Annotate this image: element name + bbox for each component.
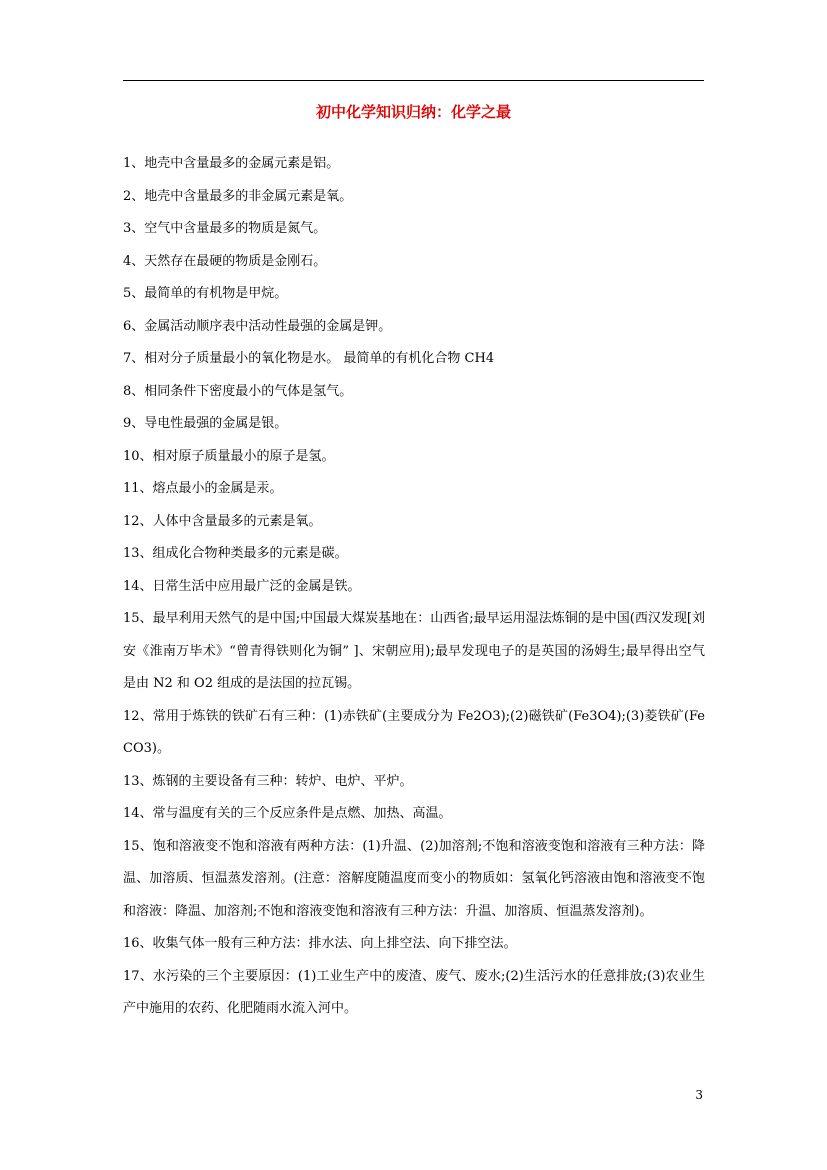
list-item: 3、空气中含量最多的物质是氮气。: [123, 221, 327, 236]
list-item: 13、组成化合物种类最多的元素是碳。: [123, 546, 348, 561]
list-item: 10、相对原子质量最小的原子是氢。: [123, 448, 335, 464]
list-item: 14、日常生活中应用最广泛的金属是铁。: [123, 578, 361, 594]
list-item: 15、最早利用天然气的是中国;中国最大煤炭基地在：山西省;最早运用湿法炼铜的是中国(西汉发现[刘安《淮南万毕术》“曾青得铁则化为铜” ]、宋朝应用);最早发现电子的是英国的汤姆生;最早得出空气是由 N2 和 O2 组成的是法国的拉瓦锡。: [123, 611, 705, 691]
list-item: 13、炼钢的主要设备有三种：转炉、电炉、平炉。: [123, 773, 413, 789]
list-item: 2、地壳中含量最多的非金属元素是氧。: [123, 188, 353, 204]
list-item: 1、地壳中含量最多的金属元素是铝。: [123, 156, 340, 171]
page-number: 3: [695, 1088, 703, 1102]
list-item: 7、相对分子质量最小的氧化物是水。 最简单的有机化合物 CH4: [123, 351, 495, 366]
list-item: 4、天然存在最硬的物质是金刚石。: [123, 253, 327, 269]
list-item: 12、人体中含量最多的元素是氧。: [123, 513, 322, 529]
list-item: 6、金属活动顺序表中活动性最强的金属是钾。: [123, 318, 392, 334]
list-item: 14、常与温度有关的三个反应条件是点燃、加热、高温。: [123, 806, 452, 821]
list-item: 16、收集气体一般有三种方法：排水法、向上排空法、向下排空法。: [123, 936, 517, 951]
list-item: 11、熔点最小的金属是汞。: [123, 481, 283, 496]
list-item: 9、导电性最强的金属是银。: [123, 416, 288, 431]
document-body: [123, 148, 705, 1026]
page-title: 初中化学知识归纳：化学之最: [315, 103, 511, 121]
list-item: 12、常用于炼铁的铁矿石有三种：(1)赤铁矿(主要成分为 Fe2O3);(2)磁铁矿(Fe3O4);(3)菱铁矿(FeCO3)。: [123, 708, 705, 756]
list-item: 8、相同条件下密度最小的气体是氢气。: [123, 383, 353, 399]
list-item: 5、最简单的有机物是甲烷。: [123, 286, 288, 301]
list-item: 17、水污染的三个主要原因：(1)工业生产中的废渣、废气、废水;(2)生活污水的任意排放;(3)农业生产中施用的农药、化肥随雨水流入河中。: [123, 968, 705, 1016]
list-item: 15、饱和溶液变不饱和溶液有两种方法：(1)升温、(2)加溶剂;不饱和溶液变饱和溶液有三种方法：降温、加溶质、恒温蒸发溶剂。(注意：溶解度随温度而变小的物质如：氢氧化钙溶液由饱和溶液变不饱和溶液：降温、加溶剂;不饱和溶液变饱和溶液有三种方法：升温、加溶质、恒温蒸发溶剂)。: [123, 838, 705, 919]
header-rule: [123, 80, 704, 81]
